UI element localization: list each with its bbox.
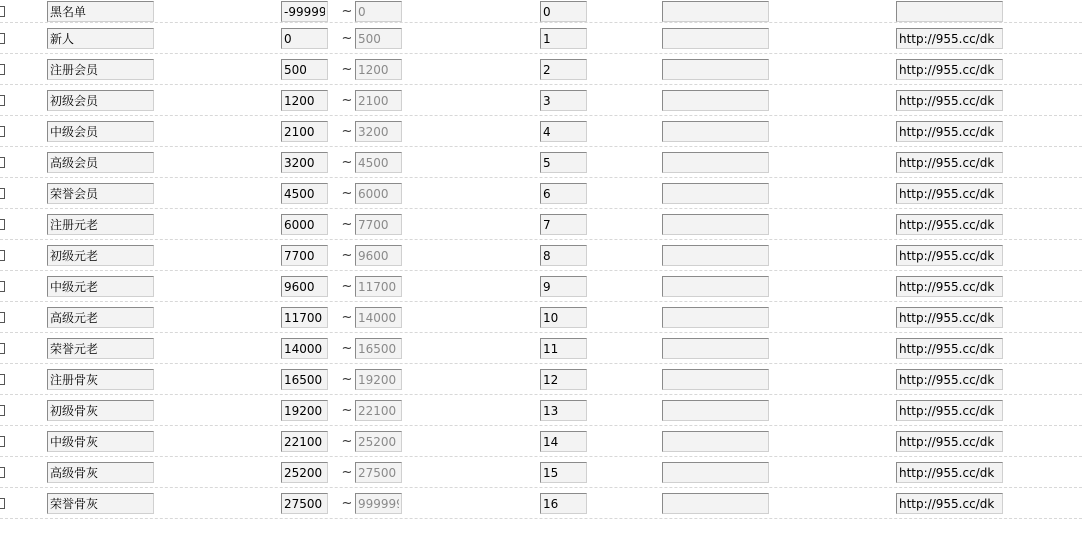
table-row (0, 209, 1082, 240)
credits-max-input[interactable] (355, 462, 402, 483)
stars-input[interactable] (540, 121, 587, 142)
group-name-input[interactable] (47, 307, 154, 328)
color-input[interactable] (662, 493, 769, 514)
credits-max-input[interactable] (355, 245, 402, 266)
stars-input[interactable] (540, 276, 587, 297)
range-separator: ~ (341, 186, 353, 201)
credits-min-input[interactable] (281, 462, 328, 483)
credits-min-input[interactable] (281, 493, 328, 514)
credits-max-input[interactable] (355, 276, 402, 297)
group-icon-input[interactable] (896, 59, 1003, 80)
table-row (0, 302, 1082, 333)
credits-min-input[interactable] (281, 276, 328, 297)
table-row (0, 54, 1082, 85)
group-name-input[interactable] (47, 90, 154, 111)
credits-min-input[interactable] (281, 183, 328, 204)
credits-max-input[interactable] (355, 1, 402, 22)
credits-max-input[interactable] (355, 90, 402, 111)
range-separator: ~ (341, 62, 353, 77)
row-select-checkbox[interactable] (0, 405, 5, 416)
credits-max-input[interactable] (355, 400, 402, 421)
group-name-input[interactable] (47, 214, 154, 235)
range-separator: ~ (341, 279, 353, 294)
table-row (0, 457, 1082, 488)
stars-input[interactable] (540, 493, 587, 514)
color-input[interactable] (662, 431, 769, 452)
stars-input[interactable] (540, 431, 587, 452)
color-input[interactable] (662, 90, 769, 111)
credits-min-input[interactable] (281, 214, 328, 235)
stars-input[interactable] (540, 28, 587, 49)
row-select-checkbox[interactable] (0, 33, 5, 44)
row-select-checkbox[interactable] (0, 64, 5, 75)
range-separator: ~ (341, 310, 353, 325)
row-select-checkbox[interactable] (0, 343, 5, 354)
row-select-checkbox[interactable] (0, 219, 5, 230)
range-separator: ~ (341, 434, 353, 449)
table-row (0, 426, 1082, 457)
group-icon-input[interactable] (896, 462, 1003, 483)
credits-max-input[interactable] (355, 28, 402, 49)
credits-min-input[interactable] (281, 245, 328, 266)
range-separator: ~ (341, 496, 353, 511)
table-row (0, 364, 1082, 395)
group-name-input[interactable] (47, 152, 154, 173)
group-name-input[interactable] (47, 462, 154, 483)
color-input[interactable] (662, 1, 769, 22)
credits-min-input[interactable] (281, 28, 328, 49)
row-select-checkbox[interactable] (0, 467, 5, 478)
group-name-input[interactable] (47, 28, 154, 49)
credits-max-input[interactable] (355, 59, 402, 80)
stars-input[interactable] (540, 369, 587, 390)
stars-input[interactable] (540, 59, 587, 80)
group-name-input[interactable] (47, 400, 154, 421)
credits-min-input[interactable] (281, 1, 328, 22)
credits-min-input[interactable] (281, 121, 328, 142)
color-input[interactable] (662, 276, 769, 297)
range-separator: ~ (341, 4, 353, 19)
range-separator: ~ (341, 341, 353, 356)
group-name-input[interactable] (47, 183, 154, 204)
table-row (0, 178, 1082, 209)
stars-input[interactable] (540, 90, 587, 111)
group-icon-input[interactable] (896, 276, 1003, 297)
stars-input[interactable] (540, 1, 587, 22)
stars-input[interactable] (540, 462, 587, 483)
row-select-checkbox[interactable] (0, 374, 5, 385)
row-select-checkbox[interactable] (0, 281, 5, 292)
group-name-input[interactable] (47, 338, 154, 359)
table-row (0, 333, 1082, 364)
credits-max-input[interactable] (355, 431, 402, 452)
group-name-input[interactable] (47, 493, 154, 514)
range-separator: ~ (341, 372, 353, 387)
row-select-checkbox[interactable] (0, 6, 5, 17)
stars-input[interactable] (540, 152, 587, 173)
credits-max-input[interactable] (355, 493, 402, 514)
table-row (0, 0, 1082, 23)
credits-max-input[interactable] (355, 307, 402, 328)
table-row (0, 395, 1082, 426)
credits-min-input[interactable] (281, 90, 328, 111)
table-row (0, 147, 1082, 178)
range-separator: ~ (341, 403, 353, 418)
color-input[interactable] (662, 400, 769, 421)
color-input[interactable] (662, 152, 769, 173)
group-name-input[interactable] (47, 121, 154, 142)
group-name-input[interactable] (47, 369, 154, 390)
credits-min-input[interactable] (281, 338, 328, 359)
color-input[interactable] (662, 245, 769, 266)
range-separator: ~ (341, 124, 353, 139)
color-input[interactable] (662, 214, 769, 235)
range-separator: ~ (341, 465, 353, 480)
table-row (0, 240, 1082, 271)
table-row (0, 271, 1082, 302)
row-select-checkbox[interactable] (0, 188, 5, 199)
color-input[interactable] (662, 369, 769, 390)
group-icon-input[interactable] (896, 183, 1003, 204)
color-input[interactable] (662, 28, 769, 49)
group-name-input[interactable] (47, 276, 154, 297)
table-row (0, 23, 1082, 54)
group-icon-input[interactable] (896, 152, 1003, 173)
stars-input[interactable] (540, 245, 587, 266)
credits-max-input[interactable] (355, 338, 402, 359)
credits-min-input[interactable] (281, 400, 328, 421)
group-name-input[interactable] (47, 59, 154, 80)
color-input[interactable] (662, 121, 769, 142)
row-select-checkbox[interactable] (0, 250, 5, 261)
group-name-input[interactable] (47, 1, 154, 22)
group-name-input[interactable] (47, 245, 154, 266)
group-icon-input[interactable] (896, 214, 1003, 235)
range-separator: ~ (341, 217, 353, 232)
group-icon-input[interactable] (896, 1, 1003, 22)
stars-input[interactable] (540, 338, 587, 359)
row-select-checkbox[interactable] (0, 312, 5, 323)
credits-min-input[interactable] (281, 152, 328, 173)
row-select-checkbox[interactable] (0, 498, 5, 509)
stars-input[interactable] (540, 307, 587, 328)
row-select-checkbox[interactable] (0, 436, 5, 447)
color-input[interactable] (662, 338, 769, 359)
range-separator: ~ (341, 93, 353, 108)
credits-min-input[interactable] (281, 59, 328, 80)
color-input[interactable] (662, 59, 769, 80)
color-input[interactable] (662, 462, 769, 483)
credits-min-input[interactable] (281, 369, 328, 390)
table-row (0, 116, 1082, 147)
credits-min-input[interactable] (281, 307, 328, 328)
row-select-checkbox[interactable] (0, 126, 5, 137)
group-icon-input[interactable] (896, 369, 1003, 390)
color-input[interactable] (662, 307, 769, 328)
row-select-checkbox[interactable] (0, 95, 5, 106)
group-icon-input[interactable] (896, 28, 1003, 49)
group-icon-input[interactable] (896, 90, 1003, 111)
credits-max-input[interactable] (355, 121, 402, 142)
color-input[interactable] (662, 183, 769, 204)
stars-input[interactable] (540, 214, 587, 235)
table-row (0, 488, 1082, 519)
stars-input[interactable] (540, 400, 587, 421)
credits-max-input[interactable] (355, 183, 402, 204)
group-icon-input[interactable] (896, 338, 1003, 359)
group-icon-input[interactable] (896, 307, 1003, 328)
credits-max-input[interactable] (355, 152, 402, 173)
credits-max-input[interactable] (355, 214, 402, 235)
group-icon-input[interactable] (896, 121, 1003, 142)
credits-min-input[interactable] (281, 431, 328, 452)
group-icon-input[interactable] (896, 245, 1003, 266)
group-icon-input[interactable] (896, 493, 1003, 514)
group-icon-input[interactable] (896, 400, 1003, 421)
row-select-checkbox[interactable] (0, 157, 5, 168)
table-row (0, 85, 1082, 116)
range-separator: ~ (341, 155, 353, 170)
range-separator: ~ (341, 31, 353, 46)
credits-max-input[interactable] (355, 369, 402, 390)
group-name-input[interactable] (47, 431, 154, 452)
stars-input[interactable] (540, 183, 587, 204)
group-icon-input[interactable] (896, 431, 1003, 452)
range-separator: ~ (341, 248, 353, 263)
